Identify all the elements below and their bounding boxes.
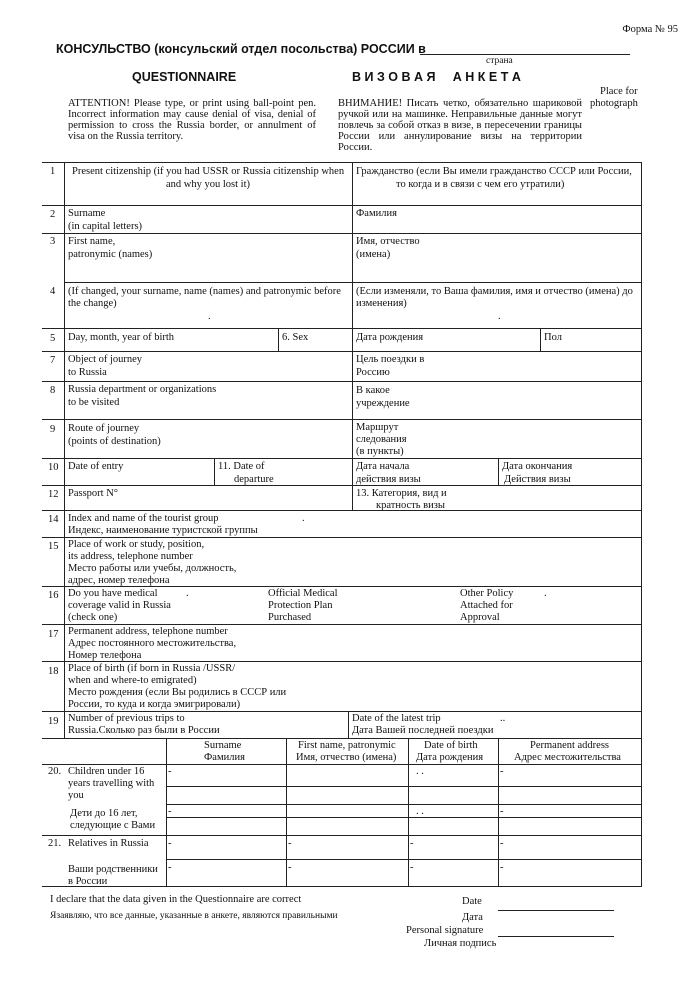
surname-label-ru: Фамилия [356,208,397,219]
surname-label-en-2: (in capital letters) [68,221,143,232]
dash: - [168,806,172,817]
object-label-ru-1: Цель поездки в [356,354,425,365]
photo-label-1: Place for [600,86,638,97]
dash: - [168,766,172,777]
row-number: 1 [50,166,56,177]
relatives-label-2: Ваши родственники [68,864,158,875]
dash: - [500,806,504,817]
dot: . [544,588,547,599]
route-label-ru-2: следования [356,434,407,445]
medical-label-2: coverage valid in Russia [68,600,171,611]
former-name-label-en-1: (If changed, your surname, name (names) and patronymic before [68,286,341,297]
work-label-2: its address, telephone number [68,551,193,562]
work-label-1: Place of work or study, position, [68,539,205,550]
previous-trips-label-ru: Russia.Сколько раз были в России [68,725,220,736]
medical-option-other-2: Attached for [460,600,513,611]
route-label-en-1: Route of journey [68,423,140,434]
former-name-label-ru-2: изменения) [356,298,407,309]
questionnaire-title-en: QUESTIONNAIRE [132,70,237,84]
passport-label: Passport N° [68,488,118,499]
former-name-label-en-2: the change) [68,298,117,309]
visa-end-label-1: Дата окончания [502,461,573,472]
dob-label-en: Day, month, year of birth [68,332,175,343]
col-surname-ru: Фамилия [204,752,245,763]
date-label-en: Date [462,896,482,907]
work-label-4: адрес, номер телефона [68,575,170,586]
citizenship-label-ru-1: Гражданство (если Вы имели гражданство СССР или России, [356,166,632,177]
organization-label-ru-1: В какое [356,385,390,396]
sex-label-en: 6. Sex [282,332,309,343]
dash: - [500,766,504,777]
visa-category-label-2: кратность визы [376,500,445,511]
row-number: 8 [50,385,56,396]
questionnaire-title-ru: В И З О В А Я А Н К Е Т А [352,70,521,84]
sex-label-ru: Пол [544,332,562,343]
row-number: 7 [50,355,56,366]
row-number: 3 [50,236,56,247]
visa-start-label-2: действия визы [356,474,421,485]
children-label-2: years travelling with [68,778,155,789]
col-surname-en: Surname [204,740,242,751]
visa-category-label-1: 13. Категория, вид и [356,488,447,499]
row-number: 5 [50,333,56,344]
dot: . [208,311,211,322]
object-label-ru-2: Россию [356,367,390,378]
object-label-en-2: to Russia [68,367,107,378]
tourist-group-label-ru: Индекс, наименование туристской группы [68,525,258,536]
tourist-group-label-en: Index and name of the tourist group [68,513,219,524]
birthplace-label-2: when and where-to emigrated) [68,675,197,686]
col-dob-en: Date of birth [424,740,478,751]
country-line[interactable] [420,54,630,55]
address-label-1: Permanent address, telephone number [68,626,228,637]
signature-label-ru: Личная подпись [424,938,497,949]
citizenship-label-en-1: Present citizenship (if you had USSR or Russia citizenship when [72,166,345,177]
signature-line[interactable] [498,936,614,937]
route-label-ru-1: Маршрут [356,422,399,433]
surname-label-en-1: Surname [68,208,106,219]
children-label-4: Дети до 16 лет, [70,808,138,819]
route-label-ru-3: (в пункты) [356,446,404,457]
declaration-en: I declare that the data given in the Questionnaire are correct [50,894,302,905]
row-number: 19 [48,716,59,727]
relatives-label-1: Relatives in Russia [68,838,149,849]
citizenship-label-ru-2: то когда и в связи с чем его утратили) [396,179,565,190]
medical-option-other-3: Approval [460,612,500,623]
dash: - [410,838,414,849]
children-label-1: Children under 16 [68,766,145,777]
dash: - [410,862,414,873]
visa-start-label-1: Дата начала [356,461,410,472]
dash: - [168,838,172,849]
dob-label-ru: Дата рождения [356,332,424,343]
row-number: 18 [48,666,59,677]
relatives-label-3: в России [68,876,108,887]
departure-label-en-1: 11. Date of [218,461,265,472]
birthplace-label-4: России, то куда и когда эмигрировали) [68,699,241,710]
latest-trip-label-en: Date of the latest trip [352,713,441,724]
medical-label-3: (check one) [68,612,118,623]
dash: - [288,862,292,873]
birthplace-label-1: Place of birth (if born in Russia /USSR/ [68,663,236,674]
dash: - [288,838,292,849]
declaration-ru: Язаявляю, что все данные, указанные в анкете, являются правильными [50,911,338,921]
row-number: 2 [50,209,56,220]
row-number: 17 [48,629,59,640]
dash: - [168,862,172,873]
consulate-title: КОНСУЛЬСТВО (консульский отдел посольства) РОССИИ в [56,42,426,56]
row-number: 15 [48,541,59,552]
latest-trip-label-ru: Дата Вашей последней поездки [352,725,494,736]
medical-option-official-2: Protection Plan [268,600,333,611]
col-first-ru: Имя, отчество (имена) [296,752,397,763]
attention-ru: ВНИМАНИЕ! Писать четко, обязательно шариковой ручкой или на машинке. Неправильные данные могут повлечь за собой отказ в визе, в пересечении границы России или аннулирование визы на территории России. [338,98,582,154]
attention-en: ATTENTION! Please type, or print using ball-point pen. Incorrect information may cause denial of visa, denial of permission to cross the Russia border, or annulment of visa on the Russia territory. [68,98,316,143]
row-number: 14 [48,514,59,525]
date-line[interactable] [498,910,614,911]
work-label-3: Место работы или учебы, должность, [68,563,237,574]
children-num: 20. [48,766,62,777]
organization-label-ru-2: учреждение [356,398,410,409]
firstname-label-en-2: patronymic (names) [68,249,153,260]
date-label-ru: Дата [462,912,483,923]
country-caption: страна [486,56,513,66]
medical-option-other-1[interactable]: Other Policy [460,588,514,599]
medical-option-official-1[interactable]: Official Medical [268,588,338,599]
route-label-en-2: (points of destination) [68,436,161,447]
relatives-num: 21. [48,838,62,849]
dots: . . [416,766,424,777]
medical-label-1: Do you have medical [68,588,158,599]
photo-label-2: photograph [590,98,638,109]
col-address-en: Permanent address [530,740,610,751]
dot: . [498,311,501,322]
col-address-ru: Адрес местожительства [514,752,621,763]
dots: .. [500,713,506,724]
signature-label-en: Personal signature [406,925,484,936]
children-label-5: следующие с Вами [70,820,156,831]
address-label-2: Адрес постоянного местожительства, [68,638,237,649]
col-dob-ru: Дата рождения [416,752,484,763]
organization-label-en-2: to be visited [68,397,120,408]
object-label-en-1: Object of journey [68,354,143,365]
firstname-label-ru-2: (имена) [356,249,391,260]
col-first-en: First name, patronymic [298,740,396,751]
departure-label-en-2: departure [234,474,274,485]
form-number: Форма № 95 [622,24,678,35]
medical-option-official-3: Purchased [268,612,312,623]
visa-end-label-2: Действия визы [504,474,571,485]
dash: - [500,862,504,873]
citizenship-label-en-2: and why you lost it) [166,179,250,190]
children-label-3: you [68,790,84,801]
row-number: 9 [50,424,56,435]
dots: . . [416,806,424,817]
row-number: 16 [48,590,59,601]
dash: - [500,838,504,849]
dot: . [186,588,189,599]
former-name-label-ru-1: (Если изменяли, то Ваша фамилия, имя и отчество (имена) до [356,286,633,297]
row-number: 10 [48,462,59,473]
organization-label-en-1: Russia department or organizations [68,384,217,395]
row-number: 12 [48,489,59,500]
entry-label-en: Date of entry [68,461,124,472]
address-label-3: Номер телефона [68,650,142,661]
previous-trips-label-en: Number of previous trips to [68,713,185,724]
firstname-label-ru-1: Имя, отчество [356,236,420,247]
row-number: 4 [50,286,56,297]
dot: . [302,513,305,524]
birthplace-label-3: Место рождения (если Вы родились в СССР или [68,687,287,698]
firstname-label-en-1: First name, [68,236,116,247]
